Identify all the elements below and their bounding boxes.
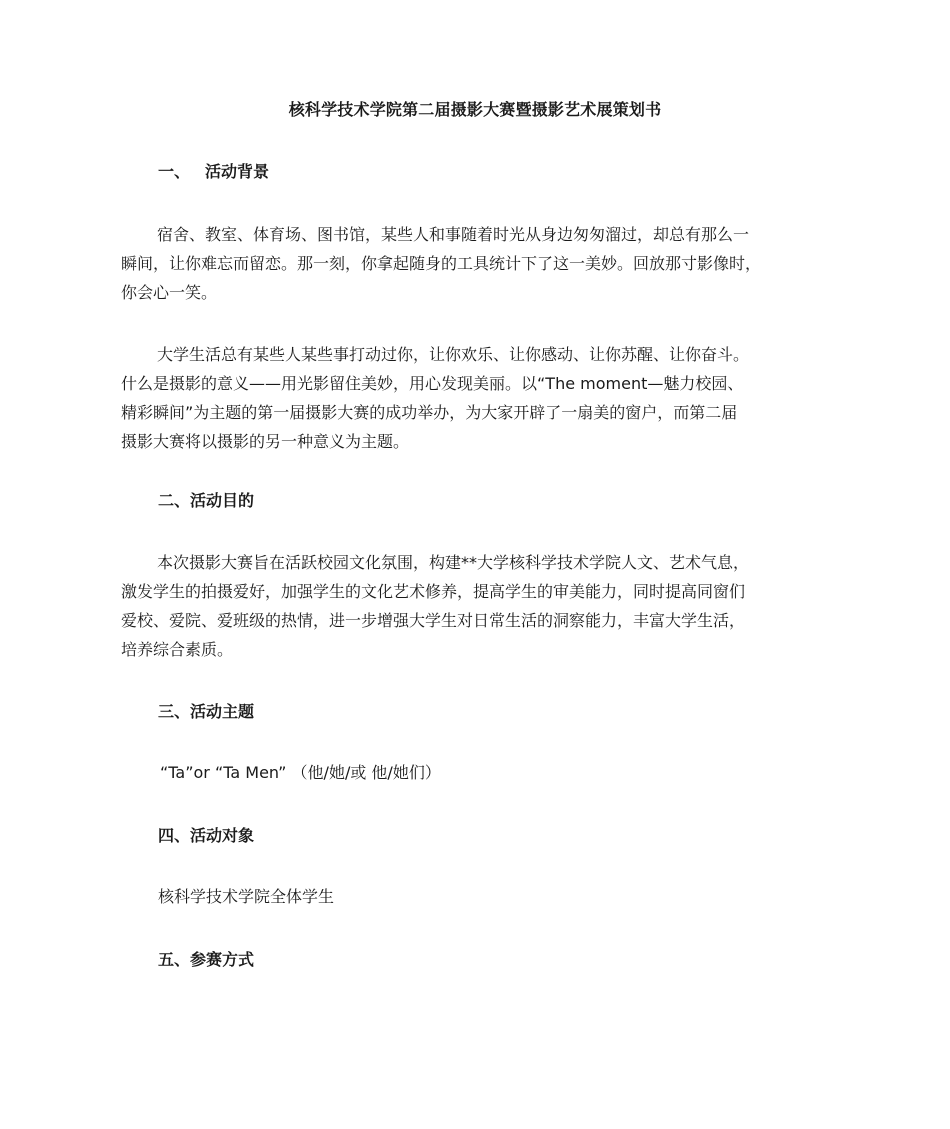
- section-heading-background: [158, 160, 269, 184]
- paragraph-line: 精彩瞬间”为主题的第一届摄影大赛的成功举办，为大家开辟了一扇美的窗户，而第二届: [121, 403, 738, 422]
- purpose-paragraph: [121, 548, 836, 664]
- paragraph-line: 激发学生的拍摄爱好，加强学生的文化艺术修养，提高学生的审美能力，同时提高同窗们: [121, 582, 746, 601]
- paragraph-line: 本次摄影大赛旨在活跃校园文化氛围，构建**大学核科学技术学院人文、艺术气息，: [157, 553, 750, 572]
- paragraph-line: 什么是摄影的意义——用光影留住美妙，用心发现美丽。以“The moment—魅力校园、: [121, 374, 744, 393]
- section-heading-text: 活动背景: [205, 162, 270, 181]
- background-paragraph-1: [121, 220, 836, 307]
- paragraph-line: 你会心一笑。: [121, 283, 218, 302]
- target-text: 核科学技术学院全体学生: [158, 887, 335, 906]
- paragraph-line: 宿舍、教室、体育场、图书馆，某些人和事随着时光从身边匆匆溜过，却总有那么一: [157, 225, 750, 244]
- paragraph-line: 爱校、爱院、爱班级的热情，进一步增强大学生对日常生活的洞察能力，丰富大学生活，: [121, 611, 746, 630]
- paragraph-line: 培养综合素质。: [121, 640, 234, 659]
- theme-text: “Ta”or “Ta Men” （他/她/或 他/她们）: [160, 763, 441, 782]
- section-heading-purpose: 二、活动目的: [158, 491, 255, 510]
- paragraph-line: 大学生活总有某些人某些事打动过你，让你欢乐、让你感动、让你苏醒、让你奋斗。: [157, 345, 750, 364]
- document-title: 核科学技术学院第二届摄影大赛暨摄影艺术展策划书: [288, 100, 662, 119]
- paragraph-line: 摄影大赛将以摄影的另一种意义为主题。: [121, 432, 410, 451]
- section-heading-target: 四、活动对象: [158, 826, 255, 845]
- section-number: 一、: [158, 162, 191, 181]
- section-heading-theme: 三、活动主题: [158, 702, 255, 721]
- section-heading-participation: 五、参赛方式: [158, 950, 255, 969]
- background-paragraph-2: [121, 340, 836, 456]
- paragraph-line: 瞬间，让你难忘而留恋。那一刻，你拿起随身的工具统计下了这一美妙。回放那寸影像时，: [121, 254, 762, 273]
